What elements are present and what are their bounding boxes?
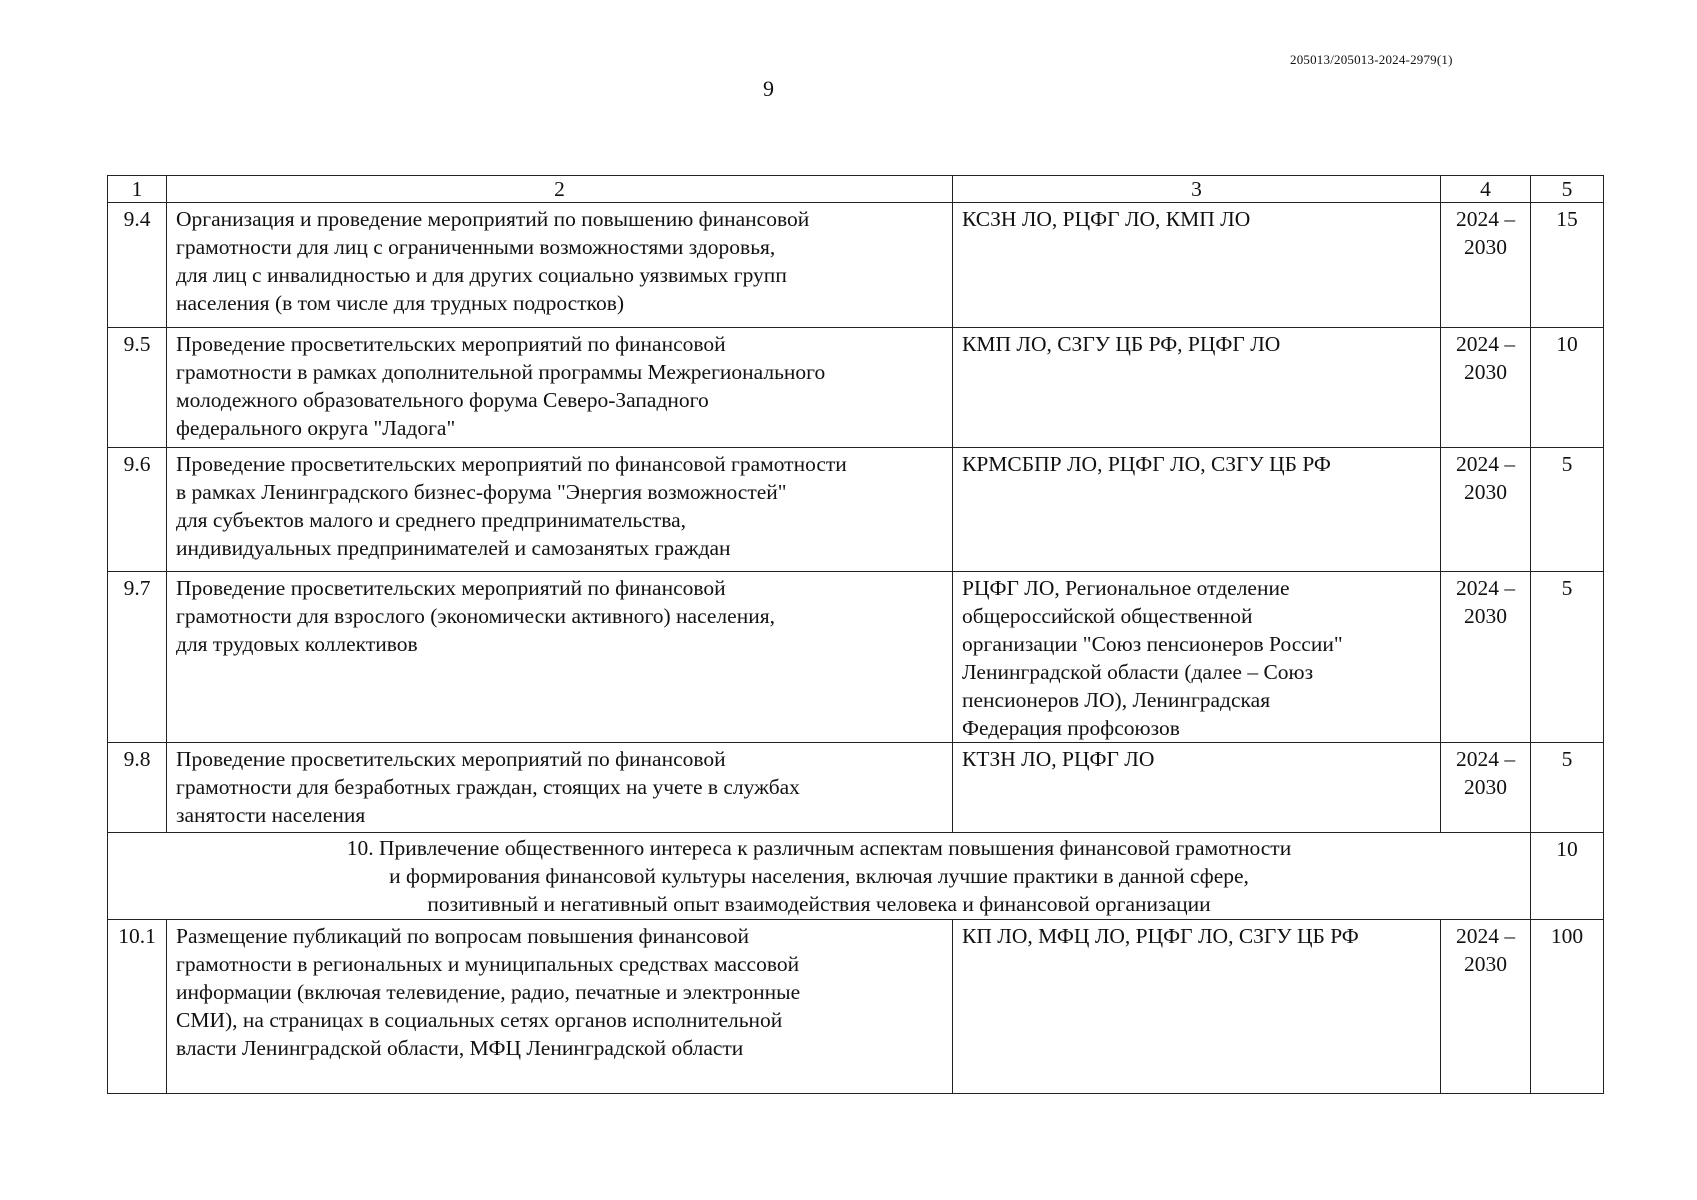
- activity-line: информации (включая телевидение, радио, печатные и электронные: [176, 980, 801, 1004]
- executors-line: КРМСБПР ЛО, РЦФГ ЛО, СЗГУ ЦБ РФ: [962, 452, 1331, 476]
- activity-line: Организация и проведение мероприятий по повышению финансовой: [176, 207, 810, 231]
- activity-line: грамотности для безработных граждан, стоящих на учете в службах: [176, 775, 800, 799]
- executors-line: пенсионеров ЛО), Ленинградская: [962, 688, 1271, 712]
- years-end: 2030: [1464, 480, 1507, 504]
- activity-line: Проведение просветительских мероприятий по финансовой грамотности: [176, 452, 847, 476]
- activity-line: Проведение просветительских мероприятий по финансовой: [176, 332, 726, 356]
- section-title-line: позитивный и негативный опыт взаимодействия человека и финансовой организации: [427, 892, 1211, 916]
- activity-line: индивидуальных предпринимателей и самозанятых граждан: [176, 536, 731, 560]
- years-start: 2024 –: [1455, 207, 1516, 231]
- row-number: 9.7: [108, 572, 167, 743]
- row-number: 10.1: [108, 920, 167, 1094]
- years-end: 2030: [1464, 952, 1507, 976]
- executors-line: организации "Союз пенсионеров России": [962, 632, 1343, 656]
- years-start: 2024 –: [1455, 332, 1516, 356]
- row-number: 9.4: [108, 203, 167, 328]
- years-end: 2030: [1464, 604, 1507, 628]
- table-header-row: [108, 176, 1604, 203]
- row-value: 5: [1531, 448, 1604, 572]
- row-value: 10: [1531, 328, 1604, 448]
- row-activity: [167, 920, 953, 1094]
- activity-line: грамотности для лиц с ограниченными возможностями здоровья,: [176, 235, 776, 259]
- row-activity: [167, 743, 953, 833]
- years-end: 2030: [1464, 235, 1507, 259]
- years-start: 2024 –: [1455, 924, 1516, 948]
- row-activity: [167, 203, 953, 328]
- row-number: 9.5: [108, 328, 167, 448]
- table-row: [108, 328, 1604, 448]
- document-id: 205013/205013-2024-2979(1): [1290, 52, 1453, 67]
- activity-line: федерального округа "Ладога": [176, 416, 456, 440]
- activity-line: для трудовых коллективов: [176, 632, 418, 656]
- executors-line: Федерация профсоюзов: [962, 716, 1180, 740]
- activity-line: власти Ленинградской области, МФЦ Ленинградской области: [176, 1036, 744, 1060]
- table-row: [108, 572, 1604, 743]
- header-cell-3: 3: [953, 176, 1441, 203]
- row-years: [1441, 920, 1531, 1094]
- table-row: [108, 920, 1604, 1094]
- row-executors: [953, 572, 1441, 743]
- executors-line: КМП ЛО, СЗГУ ЦБ РФ, РЦФГ ЛО: [962, 332, 1281, 356]
- section-value: 10: [1531, 833, 1604, 920]
- years-start: 2024 –: [1455, 747, 1516, 771]
- row-years: [1441, 743, 1531, 833]
- row-executors: [953, 920, 1441, 1094]
- activity-line: молодежного образовательного форума Северо-Западного: [176, 388, 709, 412]
- row-executors: [953, 743, 1441, 833]
- table-row: [108, 448, 1604, 572]
- row-executors: [953, 328, 1441, 448]
- row-years: [1441, 203, 1531, 328]
- row-number: 9.6: [108, 448, 167, 572]
- row-executors: [953, 203, 1441, 328]
- executors-line: КП ЛО, МФЦ ЛО, РЦФГ ЛО, СЗГУ ЦБ РФ: [962, 924, 1359, 948]
- row-years: [1441, 572, 1531, 743]
- row-activity: [167, 328, 953, 448]
- executors-line: общероссийской общественной: [962, 604, 1253, 628]
- executors-line: КТЗН ЛО, РЦФГ ЛО: [962, 747, 1155, 771]
- activity-line: грамотности в рамках дополнительной программы Межрегионального: [176, 360, 826, 384]
- section-title: [108, 833, 1531, 920]
- activity-line: в рамках Ленинградского бизнес-форума "Энергия возможностей": [176, 480, 787, 504]
- activity-line: Размещение публикаций по вопросам повышения финансовой: [176, 924, 750, 948]
- years-start: 2024 –: [1455, 576, 1516, 600]
- row-number: 9.8: [108, 743, 167, 833]
- activity-line: для субъектов малого и среднего предпринимательства,: [176, 508, 687, 532]
- row-value: 100: [1531, 920, 1604, 1094]
- row-value: 5: [1531, 743, 1604, 833]
- activity-line: Проведение просветительских мероприятий по финансовой: [176, 747, 726, 771]
- header-cell-1: 1: [108, 176, 167, 203]
- years-start: 2024 –: [1455, 452, 1516, 476]
- activity-line: грамотности для взрослого (экономически активного) населения,: [176, 604, 775, 628]
- activity-line: для лиц с инвалидностью и для других социально уязвимых групп: [176, 263, 787, 287]
- activity-line: СМИ), на страницах в социальных сетях органов исполнительной: [176, 1008, 783, 1032]
- years-end: 2030: [1464, 775, 1507, 799]
- executors-line: КСЗН ЛО, РЦФГ ЛО, КМП ЛО: [962, 207, 1251, 231]
- executors-line: РЦФГ ЛО, Региональное отделение: [962, 576, 1290, 600]
- row-years: [1441, 448, 1531, 572]
- row-years: [1441, 328, 1531, 448]
- section-title-line: и формирования финансовой культуры населения, включая лучшие практики в данной сфере,: [389, 864, 1249, 888]
- activity-line: грамотности в региональных и муниципальных средствах массовой: [176, 952, 800, 976]
- row-value: 15: [1531, 203, 1604, 328]
- header-cell-5: 5: [1531, 176, 1604, 203]
- section-title-line: 10. Привлечение общественного интереса к различным аспектам повышения финансовой грамотности: [346, 836, 1292, 860]
- years-end: 2030: [1464, 360, 1507, 384]
- section-row: [108, 833, 1604, 920]
- row-activity: [167, 448, 953, 572]
- row-value: 5: [1531, 572, 1604, 743]
- activity-line: населения (в том числе для трудных подростков): [176, 291, 625, 315]
- row-activity: [167, 572, 953, 743]
- row-executors: [953, 448, 1441, 572]
- header-cell-4: 4: [1441, 176, 1531, 203]
- executors-line: Ленинградской области (далее – Союз: [962, 660, 1314, 684]
- activity-line: занятости населения: [176, 803, 366, 827]
- table-row: [108, 203, 1604, 328]
- header-cell-2: 2: [167, 176, 953, 203]
- activity-line: Проведение просветительских мероприятий по финансовой: [176, 576, 726, 600]
- table-row: [108, 743, 1604, 833]
- plan-table: [107, 175, 1604, 1094]
- page-number: 9: [763, 76, 774, 101]
